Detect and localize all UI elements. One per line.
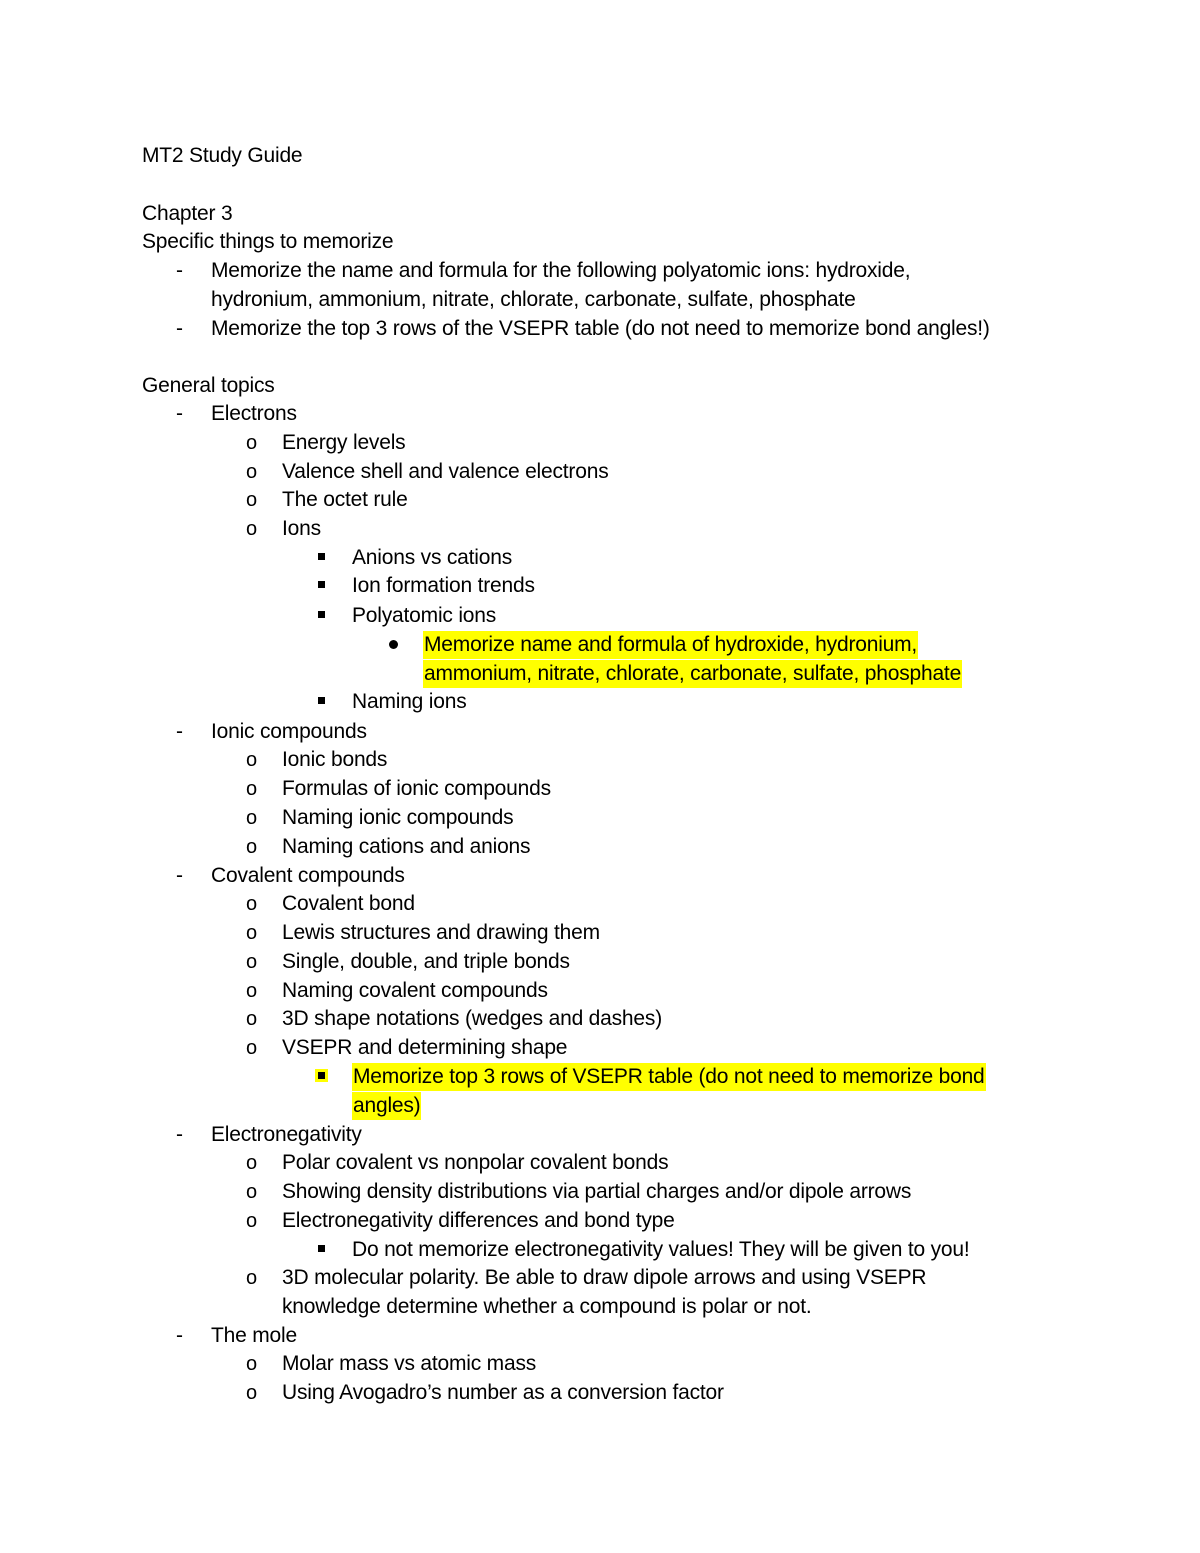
list-item <box>0 833 1200 861</box>
item-text: Electronegativity differences and bond type <box>282 1209 675 1232</box>
polyatomic-note-line-2: ammonium, nitrate, chlorate, carbonate, sulfate, phosphate <box>423 660 962 688</box>
topic-label: Covalent compounds <box>211 864 405 887</box>
list-item <box>0 544 1200 572</box>
circle-bullet-icon: o <box>246 461 257 483</box>
circle-bullet-icon: o <box>246 922 257 944</box>
topic-label: The mole <box>211 1324 297 1347</box>
item-text: Naming ionic compounds <box>282 806 514 829</box>
list-item <box>0 746 1200 774</box>
square-bullet-icon <box>318 602 325 630</box>
item-text: 3D shape notations (wedges and dashes) <box>282 1007 662 1030</box>
item-text: Covalent bond <box>282 892 415 915</box>
list-item <box>0 1350 1200 1378</box>
circle-bullet-icon: o <box>246 1210 257 1232</box>
item-text: Single, double, and triple bonds <box>282 950 570 973</box>
polarity-line-1: 3D molecular polarity. Be able to draw dipole arrows and using VSEPR <box>282 1266 927 1289</box>
item-text: Polyatomic ions <box>352 604 497 627</box>
circle-bullet-icon: o <box>246 749 257 771</box>
list-item <box>0 775 1200 803</box>
item-text: The octet rule <box>282 488 408 511</box>
memorize-item-1-line-1: Memorize the name and formula for the following polyatomic ions: hydroxide, <box>211 259 911 282</box>
list-item <box>0 515 1200 543</box>
list-item <box>0 948 1200 976</box>
dash-marker: - <box>176 1324 183 1347</box>
circle-bullet-icon: o <box>246 1152 257 1174</box>
highlighted-note-continuation <box>0 660 1200 688</box>
list-item <box>0 1379 1200 1407</box>
circle-bullet-icon: o <box>246 1353 257 1375</box>
circle-bullet-icon: o <box>246 951 257 973</box>
list-item <box>0 688 1200 716</box>
list-item <box>0 890 1200 918</box>
item-text: Ions <box>282 517 321 540</box>
list-item <box>0 429 1200 457</box>
highlighted-note-continuation <box>0 1092 1200 1120</box>
highlighted-note <box>0 1063 1200 1091</box>
list-item <box>0 1207 1200 1235</box>
dash-marker: - <box>176 259 183 282</box>
circle-bullet-icon: o <box>246 489 257 511</box>
memorize-item-2: Memorize the top 3 rows of the VSEPR table (do not need to memorize bond angles!) <box>211 317 990 340</box>
item-text: Valence shell and valence electrons <box>282 460 609 483</box>
dash-marker: - <box>176 402 183 425</box>
topic-label: Electronegativity <box>211 1123 362 1146</box>
list-item-continuation <box>0 286 1200 314</box>
square-bullet-icon <box>318 544 325 572</box>
circle-bullet-icon: o <box>246 1382 257 1404</box>
list-item <box>0 315 1200 343</box>
item-text: Showing density distributions via partial charges and/or dipole arrows <box>282 1180 912 1203</box>
list-item <box>0 1178 1200 1206</box>
list-item <box>0 257 1200 285</box>
item-text: Anions vs cations <box>352 546 513 569</box>
dash-marker: - <box>176 864 183 887</box>
dash-marker: - <box>176 1123 183 1146</box>
circle-bullet-icon: o <box>246 807 257 829</box>
list-item <box>0 602 1200 630</box>
circle-bullet-icon: o <box>246 893 257 915</box>
item-text: Naming cations and anions <box>282 835 531 858</box>
memorize-item-1-line-2: hydronium, ammonium, nitrate, chlorate, carbonate, sulfate, phosphate <box>211 288 856 311</box>
circle-bullet-icon: o <box>246 778 257 800</box>
square-bullet-icon <box>318 572 325 600</box>
circle-bullet-icon: o <box>246 518 257 540</box>
list-item <box>0 1005 1200 1033</box>
circle-bullet-icon: o <box>246 836 257 858</box>
item-text: Energy levels <box>282 431 406 454</box>
topic-electronegativity <box>0 1121 1200 1149</box>
highlighted-note <box>0 631 1200 659</box>
item-text: Lewis structures and drawing them <box>282 921 600 944</box>
chapter-heading: Chapter 3 <box>142 202 233 225</box>
square-bullet-icon <box>318 688 325 716</box>
list-item <box>0 458 1200 486</box>
list-item <box>0 1236 1200 1264</box>
item-text: Molar mass vs atomic mass <box>282 1352 537 1375</box>
circle-bullet-icon: o <box>246 1037 257 1059</box>
dot-bullet-icon <box>389 631 398 659</box>
item-text: Formulas of ionic compounds <box>282 777 551 800</box>
list-item <box>0 977 1200 1005</box>
doc-title: MT2 Study Guide <box>142 144 303 167</box>
list-item <box>0 572 1200 600</box>
dash-marker: - <box>176 720 183 743</box>
list-item-continuation <box>0 1293 1200 1321</box>
topic-label: Electrons <box>211 402 297 425</box>
circle-bullet-icon: o <box>246 980 257 1002</box>
topic-label: Ionic compounds <box>211 720 367 743</box>
topic-electrons <box>0 400 1200 428</box>
polyatomic-note-line-1: Memorize name and formula of hydroxide, hydronium, <box>423 631 918 659</box>
vsepr-note-line-1: Memorize top 3 rows of VSEPR table (do not need to memorize bond <box>352 1063 986 1091</box>
item-text: Naming covalent compounds <box>282 979 548 1002</box>
topic-covalent-compounds <box>0 862 1200 890</box>
item-text: VSEPR and determining shape <box>282 1036 568 1059</box>
circle-bullet-icon: o <box>246 1267 257 1289</box>
general-heading: General topics <box>142 374 275 397</box>
item-text: Do not memorize electronegativity values! They will be given to you! <box>352 1238 970 1261</box>
square-bullet-icon <box>318 1063 325 1091</box>
square-bullet-icon <box>318 1236 325 1264</box>
circle-bullet-icon: o <box>246 1181 257 1203</box>
polarity-line-2: knowledge determine whether a compound is polar or not. <box>282 1295 812 1318</box>
vsepr-note-line-2: angles) <box>352 1092 421 1120</box>
list-item <box>0 804 1200 832</box>
item-text: Polar covalent vs nonpolar covalent bonds <box>282 1151 669 1174</box>
list-item <box>0 486 1200 514</box>
topic-ionic-compounds <box>0 718 1200 746</box>
circle-bullet-icon: o <box>246 432 257 454</box>
item-text: Ion formation trends <box>352 574 535 597</box>
list-item <box>0 919 1200 947</box>
item-text: Using Avogadro’s number as a conversion factor <box>282 1381 724 1404</box>
topic-the-mole <box>0 1322 1200 1350</box>
memorize-heading: Specific things to memorize <box>142 230 394 253</box>
list-item <box>0 1034 1200 1062</box>
list-item <box>0 1149 1200 1177</box>
list-item <box>0 1264 1200 1292</box>
dash-marker: - <box>176 317 183 340</box>
item-text: Ionic bonds <box>282 748 388 771</box>
circle-bullet-icon: o <box>246 1008 257 1030</box>
item-text: Naming ions <box>352 690 467 713</box>
